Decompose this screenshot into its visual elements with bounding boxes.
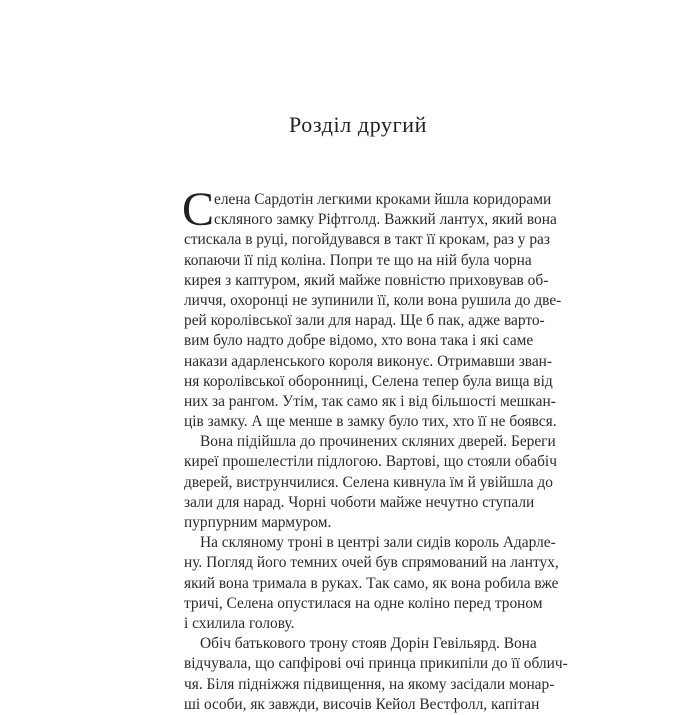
text-line: копаючи її під коліна. Попри те що на ній була чорна — [184, 251, 532, 269]
text-line: них за рангом. Утім, так само як і від більшості мешкан- — [184, 392, 556, 410]
text-line: пурпурним мармуром. — [184, 514, 332, 531]
text-line: ну. Погляд його темних очей був спрямований на лантух, — [184, 554, 559, 572]
text-line: дверей, виструнчилися. Селена кивнула їм й увійшла до — [184, 473, 553, 491]
text-line: Вона підійшла до прочинених скляних дверей. Береги — [200, 433, 556, 451]
text-line: чя. Біля підніжжя підвищення, на якому засідали монар- — [184, 675, 555, 693]
text-line: і схилила голову. — [184, 614, 295, 632]
text-line: елена Сардотін легкими кроками йшла коридорами — [214, 191, 552, 208]
text-line: кирея з каптуром, який майже повністю приховував об- — [184, 271, 549, 289]
text-line: личчя, охоронці не зупинили її, коли вона рушила до две- — [184, 291, 562, 309]
text-line: вим було надто добре відомо, хто вона така і які саме — [184, 332, 534, 350]
chapter-title: Розділ другий — [288, 112, 428, 137]
text-line: тричі, Селена опустилася на одне коліно перед троном — [184, 594, 543, 612]
text-line: зали для нарад. Чорні чоботи майже нечутно ступали — [184, 493, 535, 511]
paragraph-4 — [184, 634, 568, 715]
text-line: ші особи, як завжди, височів Кейол Вестфолл, капітан — [184, 695, 540, 713]
paragraph-3 — [184, 533, 559, 634]
text-line: ців замку. А ще менше в замку було тих, хто її не боявся. — [184, 413, 557, 431]
text-line: ня королівської оборонниці, Селена тепер була вища від — [184, 372, 553, 390]
drop-cap: С — [182, 183, 215, 236]
text-line: На скляному троні в центрі зали сидів король Адарле- — [200, 534, 556, 552]
text-line: відчувала, що сапфірові очі принца прикипіли до її облич- — [184, 655, 568, 673]
text-line: стискала в руці, погойдувався в такт її крокам, раз у раз — [184, 231, 550, 249]
paragraph-1 — [182, 183, 562, 432]
body-text — [182, 183, 568, 715]
text-line: який вона тримала в руках. Так само, як вона робила вже — [184, 574, 559, 592]
text-line: накази адарленського короля виконує. Отримавши зван- — [184, 352, 553, 370]
paragraph-2 — [184, 432, 557, 533]
text-line: Обіч батькового трону стояв Дорін Гевільярд. Вона — [200, 635, 537, 653]
text-line: скляного замку Ріфтголд. Важкий лантух, який вона — [214, 211, 557, 229]
text-line: рей королівської зали для нарад. Ще б пак, адже варто- — [184, 312, 545, 330]
text-line: киреї прошелестіли підлогою. Вартові, що стояли обабіч — [184, 453, 557, 471]
